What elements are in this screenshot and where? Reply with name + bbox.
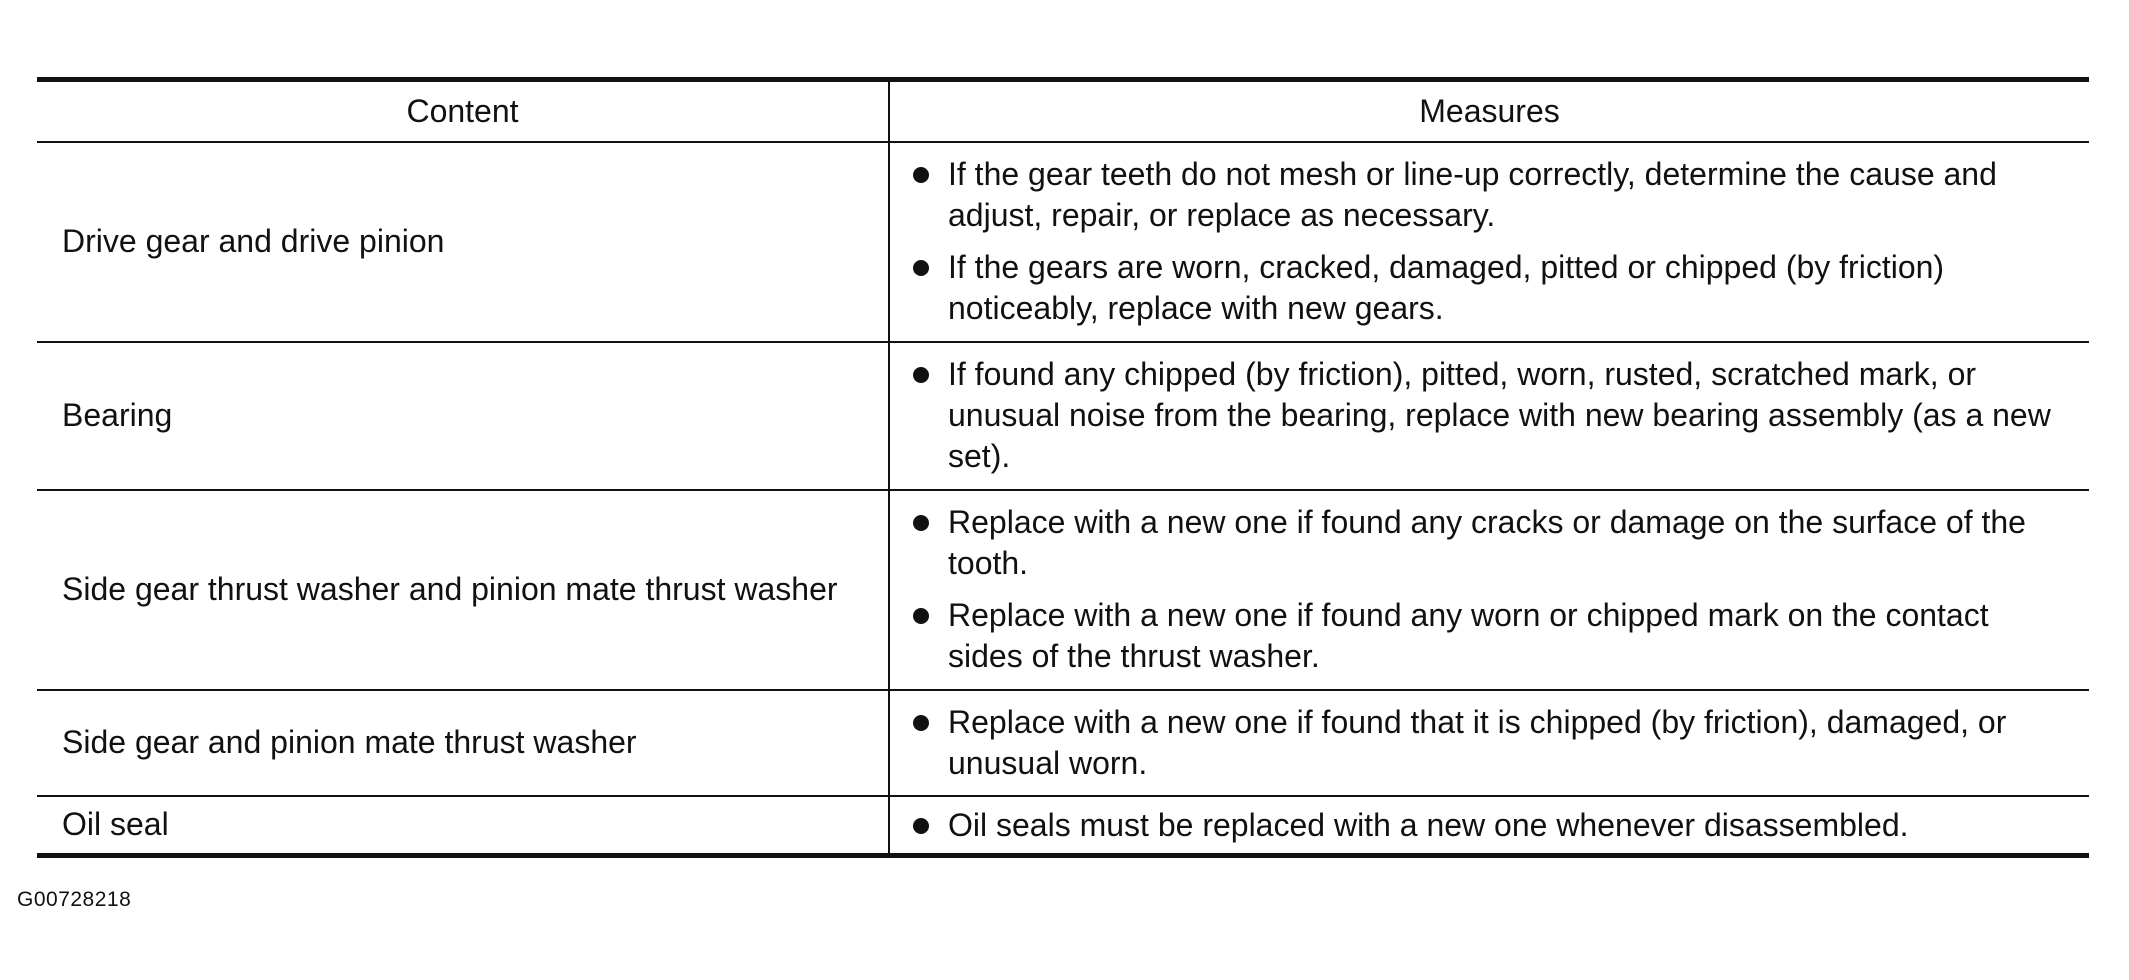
measure-item xyxy=(890,354,2069,477)
measure-item xyxy=(890,702,2069,784)
measure-item xyxy=(890,154,2069,236)
bullet-icon xyxy=(913,515,929,531)
measure-list xyxy=(890,344,2069,487)
table-row xyxy=(37,796,2089,856)
measures-cell xyxy=(889,796,2089,856)
bullet-icon xyxy=(913,818,929,834)
content-cell: Side gear thrust washer and pinion mate thrust washer xyxy=(37,490,889,690)
measures-cell xyxy=(889,342,2089,490)
measure-item xyxy=(890,247,2069,329)
measure-item xyxy=(890,805,2069,846)
measure-text: Replace with a new one if found that it is chipped (by friction), damaged, or unusual worn. xyxy=(948,703,2007,781)
header-row xyxy=(37,80,2089,142)
measures-cell xyxy=(889,690,2089,796)
bullet-icon xyxy=(913,715,929,731)
inspection-table xyxy=(37,77,2089,858)
content-cell: Bearing xyxy=(37,342,889,490)
bullet-icon xyxy=(913,167,929,183)
content-cell: Side gear and pinion mate thrust washer xyxy=(37,690,889,796)
measure-item xyxy=(890,502,2069,584)
table-row xyxy=(37,342,2089,490)
measure-text: If the gear teeth do not mesh or line-up correctly, determine the cause and adjust, repair, or replace as necessary. xyxy=(948,156,1997,233)
measures-cell xyxy=(889,490,2089,690)
measure-list xyxy=(890,799,2069,850)
figure-id: G00728218 xyxy=(17,888,132,911)
measure-text: Replace with a new one if found any worn or chipped mark on the contact sides of the thrust washer. xyxy=(948,597,1989,674)
table-row xyxy=(37,142,2089,342)
measure-item xyxy=(890,595,2069,677)
content-cell: Oil seal xyxy=(37,796,889,856)
header-measures: Measures xyxy=(889,80,2089,142)
table-row xyxy=(37,690,2089,796)
content-cell: Drive gear and drive pinion xyxy=(37,142,889,342)
measures-cell xyxy=(889,142,2089,342)
bullet-icon xyxy=(913,260,929,276)
table-container xyxy=(37,77,2089,858)
measure-list xyxy=(890,144,2069,339)
bullet-icon xyxy=(913,367,929,383)
measure-text: If found any chipped (by friction), pitted, worn, rusted, scratched mark, or unusual noise from the bearing, replace with new bearing assembly (as a new set). xyxy=(948,356,2051,474)
table-row xyxy=(37,490,2089,690)
header-content: Content xyxy=(37,80,889,142)
measure-list xyxy=(890,492,2069,687)
measure-text: If the gears are worn, cracked, damaged, pitted or chipped (by friction) noticeably, replace with new gears. xyxy=(948,249,1945,326)
measure-text: Oil seals must be replaced with a new one whenever disassembled. xyxy=(948,807,1909,844)
measure-text: Replace with a new one if found any cracks or damage on the surface of the tooth. xyxy=(948,504,2026,581)
bullet-icon xyxy=(913,608,929,624)
measure-list xyxy=(890,692,2069,794)
